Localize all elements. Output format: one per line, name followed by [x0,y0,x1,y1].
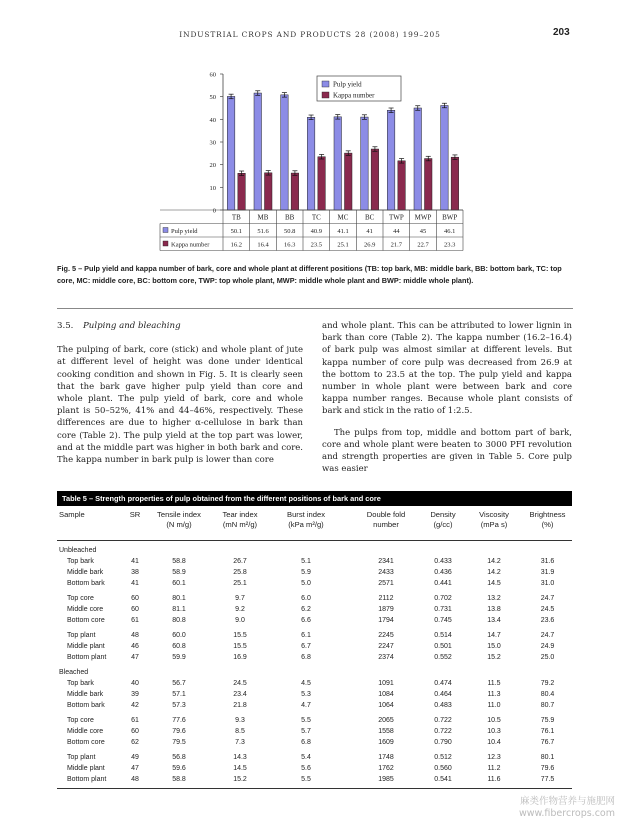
table-cell: 26.7 [233,558,247,565]
column-header [420,510,466,530]
table-cell: 23.6 [540,617,555,624]
column-header [523,510,572,530]
table-cell: 75.9 [540,717,555,724]
table-cell: 58.8 [172,776,186,783]
data-table-value: 50.1 [230,228,243,235]
column-header-line-1: Double fold [366,510,406,519]
table-cell: 24.7 [540,595,555,602]
table-cell: 14.2 [487,569,501,576]
table-cell: 1762 [378,765,394,772]
data-table-value: 26.9 [363,241,376,249]
table-cell: 80.1 [172,595,186,602]
table-cell: 2571 [378,580,394,587]
table-cell: 2065 [378,717,394,724]
table-cell: 62 [131,739,139,746]
table-cell: 58.8 [172,558,186,565]
legend-label: Pulp yield [333,80,362,89]
table-cell: 15.2 [233,776,247,783]
table-cell: 77.6 [172,717,186,724]
table-cell: 0.501 [434,643,452,650]
table-body [57,541,572,789]
table-cell: 4.5 [301,680,311,687]
column-header [353,510,419,530]
table-cell: 42 [131,702,139,709]
table-cell: 15.5 [233,632,247,639]
sample-name: Bottom plant [67,776,107,783]
table-cell: 79.5 [172,739,186,746]
column-header-line-1: Tensile index [157,510,201,519]
data-table-value: 22.7 [417,241,429,249]
sample-name: Top plant [67,754,96,761]
table-cell: 39 [131,691,139,698]
column-header-line-1: Tear index [222,510,258,519]
table-cell: 5.0 [301,580,311,587]
column-header-line-1: Burst index [287,510,325,519]
table-cell: 0.464 [434,691,452,698]
data-table-value: 25.1 [337,241,349,249]
table-cell: 6.7 [301,643,311,650]
sample-name: Top core [67,717,94,724]
table-cell: 5.4 [301,754,311,761]
table-cell: 21.8 [233,702,247,709]
table-cell: 15.0 [487,643,501,650]
sample-name: Top bark [67,680,94,687]
table-row [57,726,572,737]
table-cell: 48 [131,632,139,639]
table-cell: 25.8 [233,569,247,576]
y-tick-label: 30 [209,139,216,147]
table-cell: 5.3 [301,691,311,698]
bar-pulp-yield [387,110,395,210]
bar-pulp-yield [227,96,235,210]
bar-pulp-yield [254,93,262,210]
column-header-line-2: (mN m²/g) [222,520,258,529]
table-cell: 59.6 [172,765,186,772]
table-row [57,737,572,748]
table-cell: 6.2 [301,606,311,613]
table-group-row [57,667,572,678]
table-cell: 6.1 [301,632,311,639]
table-cell: 31.0 [540,580,555,587]
table-cell: 2245 [378,632,394,639]
column-header-line-2: number [373,520,399,529]
table-cell: 0.722 [434,717,452,724]
table-group-row [57,545,572,556]
figure-5-chart [155,64,465,257]
table-cell: 23.4 [233,691,247,698]
table-cell: 0.441 [434,580,452,587]
table-cell: 61 [131,617,139,624]
sample-name: Top plant [67,632,96,639]
table-cell: 16.9 [233,654,247,661]
section-number: 3.5. [57,321,74,331]
table-cell: 1985 [378,776,394,783]
watermark [495,796,615,820]
watermark-line-2: www.fibercrops.com [518,808,615,819]
table-cell: 25.1 [233,580,247,587]
bar-kappa-number [265,173,273,210]
table-cell: 31.6 [540,558,555,565]
table-cell: 0.474 [434,680,452,687]
table-cell: 48 [131,776,139,783]
data-table-value: 16.4 [257,241,269,249]
table-cell: 0.514 [434,632,452,639]
bar-kappa-number [451,157,459,210]
bar-pulp-yield [414,108,422,210]
table-cell: 11.5 [487,680,501,687]
column-header-line-2: (mPa s) [480,520,508,529]
sample-name: Bottom bark [67,702,105,709]
running-head: INDUSTRIAL CROPS AND PRODUCTS 28 (2008) 199–205 [179,30,441,39]
y-tick-label: 60 [209,71,216,79]
table-cell: 5.5 [301,717,311,724]
table-cell: 0.790 [434,739,452,746]
table-cell: 41 [131,580,139,587]
table-cell: 10.5 [487,717,501,724]
y-tick-label: 0 [212,207,216,215]
table-title: Table 5 – Strength properties of pulp obtained from the different positions of bark and core [57,491,572,506]
table-row [57,578,572,589]
table-cell: 0.731 [434,606,452,613]
sample-name: Middle bark [67,569,104,576]
x-category-label: TB [231,213,241,222]
table-row [57,567,572,578]
table-header [57,506,572,541]
bar-kappa-number [398,161,406,210]
table-cell: 13.2 [487,595,501,602]
x-category-label: MWP [414,213,432,222]
x-category-label: MB [257,213,269,222]
table-cell: 2433 [378,569,394,576]
section-heading [57,320,303,332]
section-title: Pulping and bleaching [83,321,181,331]
bar-kappa-number [238,173,246,210]
table-cell: 6.0 [301,595,311,602]
column-header [465,510,523,530]
bar-kappa-number [371,149,379,210]
table-row [57,604,572,615]
table-cell: 38 [131,569,139,576]
bar-pulp-yield [281,95,289,210]
table-cell: 40 [131,680,139,687]
legend-swatch [322,92,329,98]
table-cell: 11.6 [487,776,501,783]
column-header-line-2: (g/cc) [433,520,453,529]
sample-name: Bottom core [67,617,105,624]
table-cell: 11.2 [487,765,501,772]
table-cell: 5.6 [301,765,311,772]
table-cell: 59.9 [172,654,186,661]
table-cell: 14.5 [233,765,247,772]
data-table-value: 16.3 [283,241,296,249]
table-cell: 60 [131,595,139,602]
table-cell: 79.6 [540,765,555,772]
table-cell: 0.722 [434,728,452,735]
table-cell: 10.3 [487,728,501,735]
column-header-line-1: Sample [59,510,85,519]
column-header-line-2: (%) [541,520,554,529]
table-cell: 6.8 [301,739,311,746]
table-cell: 13.4 [487,617,501,624]
bar-chart-svg [155,64,465,257]
right-text-column [322,320,572,475]
data-table-value: 41.1 [337,228,349,235]
table-cell: 49 [131,754,139,761]
data-table-value: 23.3 [443,241,456,249]
bar-pulp-yield [441,106,449,210]
table-cell: 47 [131,654,139,661]
data-table-value: 40.9 [310,228,323,235]
table-cell: 2247 [378,643,394,650]
column-header-line-1: Viscosity [479,510,509,519]
bar-pulp-yield [307,117,315,210]
y-tick-label: 50 [209,94,216,102]
table-cell: 0.512 [434,754,452,761]
table-cell: 1558 [378,728,394,735]
table-cell: 8.5 [235,728,245,735]
group-label: Unbleached [59,547,97,554]
x-category-label: BWP [442,213,458,222]
table-row [57,700,572,711]
sample-name: Middle core [67,728,104,735]
paragraph-right-1: and whole plant. This can be attributed to lower lignin in bark than core (Table 2). The kappa number (16.2–16.4) of bark pulp was almost similar at different levels. But kappa number of core pulp was decreased from 26.9 at the bottom to 23.5 at the top. The pulp yield and kappa number in whole plant were between bark and core kappa number ranges. Because whole plant consists of bark and stick in the ratio of 1:2.5. [322,321,572,417]
sample-name: Bottom plant [67,654,107,661]
table-row [57,630,572,641]
table-cell: 1748 [378,754,394,761]
table-cell: 0.552 [434,654,452,661]
table-cell: 9.0 [235,617,245,624]
table-cell: 1091 [378,680,394,687]
table-cell: 5.7 [301,728,311,735]
table-cell: 1609 [378,739,394,746]
table-cell: 81.1 [172,606,186,613]
table-cell: 41 [131,558,139,565]
bar-kappa-number [318,157,326,210]
column-header-line-2: (kPa m²/g) [288,520,324,529]
table-cell: 79.2 [540,680,555,687]
table-row [57,678,572,689]
data-table-value: 45 [419,228,427,235]
column-header [207,510,273,530]
table-cell: 4.7 [301,702,311,709]
table-cell: 11.3 [487,691,501,698]
table-cell: 0.702 [434,595,452,602]
table-cell: 60.8 [172,643,186,650]
legend-label: Kappa number [333,91,375,100]
table-cell: 7.3 [235,739,245,746]
table-cell: 9.2 [235,606,245,613]
table-row [57,763,572,774]
legend-swatch [322,81,329,87]
column-header-line-1: Brightness [529,510,566,519]
data-table-value: 16.2 [230,241,243,249]
data-table-value: 46.1 [443,228,456,235]
table-row [57,715,572,726]
table-cell: 0.541 [434,776,452,783]
y-tick-label: 20 [209,162,216,170]
table-cell: 11.0 [487,702,501,709]
data-table-series-label: Pulp yield [171,228,198,235]
data-table-value: 50.8 [283,228,296,235]
table-cell: 0.560 [434,765,452,772]
table-cell: 24.7 [540,632,555,639]
sample-name: Middle bark [67,691,104,698]
x-category-label: MC [337,213,349,222]
table-cell: 6.8 [301,654,311,661]
data-table-value: 23.5 [310,241,323,249]
table-cell: 2374 [378,654,394,661]
table-cell: 5.5 [301,776,311,783]
table-cell: 2112 [378,595,394,602]
table-row [57,593,572,604]
x-category-label: TC [311,213,321,222]
column-header-line-1: SR [129,510,141,519]
data-table-series-label: Kappa number [171,241,210,249]
table-cell: 6.6 [301,617,311,624]
table-cell: 5.1 [301,558,311,565]
table-cell: 13.8 [487,606,501,613]
sample-name: Bottom core [67,739,105,746]
sample-name: Middle plant [67,765,105,772]
figure-caption: Fig. 5 – Pulp yield and kappa number of bark, core and whole plant at different positions (TB: top bark, MB: middle bark, BB: bottom bark, TC: top core, MC: middle core, BC: bottom core, TWP: top whole plant, MWP: middle whole plant and BWP: middle whole plant). [57,264,562,286]
table-cell: 76.7 [540,739,555,746]
data-table-swatch [163,241,168,246]
table-cell: 56.8 [172,754,186,761]
page-number: 203 [553,27,570,38]
table-row [57,615,572,626]
column-header [123,510,147,520]
column-header [273,510,339,530]
table-row [57,689,572,700]
table-cell: 15.2 [487,654,501,661]
x-category-label: BB [284,213,295,222]
bar-kappa-number [345,153,353,210]
table-row [57,556,572,567]
table-cell: 2341 [378,558,394,565]
table-cell: 80.8 [172,617,186,624]
table-cell: 60.0 [172,632,186,639]
column-header [59,510,123,520]
table-cell: 15.5 [233,643,247,650]
paragraph-right-2: The pulps from top, middle and bottom part of bark, core and whole plant were beaten to 3000 PFI revolution and strength properties are given in Table 5. Core pulp was easier [322,427,572,475]
y-tick-label: 40 [209,116,216,124]
table-cell: 0.483 [434,702,452,709]
table-bottom-rule [57,788,572,789]
group-label: Bleached [59,669,89,676]
x-category-label: BC [364,213,375,222]
table-cell: 60 [131,606,139,613]
bar-pulp-yield [334,117,342,210]
table-cell: 61 [131,717,139,724]
y-tick-label: 10 [209,184,216,192]
table-row [57,641,572,652]
table-cell: 9.7 [235,595,245,602]
table-cell: 0.436 [434,569,452,576]
bar-pulp-yield [361,117,369,210]
caption-divider [57,308,573,309]
table-cell: 25.0 [540,654,555,661]
sample-name: Bottom bark [67,580,105,587]
table-cell: 14.5 [487,580,501,587]
table-cell: 0.745 [434,617,452,624]
table-row [57,774,572,785]
data-table-value: 41 [366,228,373,235]
table-cell: 1794 [378,617,394,624]
table-cell: 24.5 [233,680,247,687]
table-cell: 57.1 [172,691,186,698]
table-cell: 80.4 [540,691,555,698]
bar-kappa-number [291,173,299,210]
column-header [151,510,207,530]
column-header-line-2: (N m/g) [166,520,192,529]
data-table-swatch [163,228,168,233]
table-cell: 9.3 [235,717,245,724]
table-cell: 56.7 [172,680,186,687]
table-cell: 5.9 [301,569,311,576]
table-cell: 1084 [378,691,394,698]
watermark-line-1: 麻类作物营养与施肥网 [519,796,615,807]
table-cell: 1064 [378,702,394,709]
table-cell: 79.6 [172,728,186,735]
table-row [57,752,572,763]
table-cell: 24.9 [540,643,555,650]
table-cell: 1879 [378,606,394,613]
data-table-value: 44 [393,228,400,235]
table-cell: 80.1 [540,754,555,761]
paragraph-left: The pulping of bark, core (stick) and whole plant of jute at different level of height was done under identical cooking condition and shown in Fig. 5. It is clearly seen that the bark gave higher pulp yield than core and whole plant. The pulp yield of bark, core and whole plant is 50–52%, 41% and 44–46%, respectively. These differences are due to higher α-cellulose in bark than core (Table 2). The pulp yield at the top part was lower, and at the middle part was higher in both bark and core. The kappa number in bark pulp is lower than core [57,345,303,466]
sample-name: Middle core [67,606,104,613]
table-cell: 12.3 [487,754,501,761]
table-cell: 0.433 [434,558,452,565]
data-table-value: 51.6 [257,228,269,235]
table-cell: 57.3 [172,702,186,709]
table-cell: 14.3 [233,754,247,761]
table-row [57,652,572,663]
table-cell: 60 [131,728,139,735]
sample-name: Middle plant [67,643,105,650]
sample-name: Top core [67,595,94,602]
column-header-line-1: Density [430,510,456,519]
sample-name: Top bark [67,558,94,565]
table-cell: 31.9 [540,569,555,576]
table-cell: 46 [131,643,139,650]
data-table-value: 21.7 [390,241,403,249]
x-category-label: TWP [388,213,404,222]
table-cell: 76.1 [540,728,555,735]
table-cell: 60.1 [172,580,186,587]
bar-kappa-number [425,159,433,210]
table-cell: 24.5 [540,606,555,613]
table-cell: 10.4 [487,739,501,746]
table-cell: 14.2 [487,558,501,565]
left-text-column [57,320,303,466]
table-5 [57,491,572,789]
table-cell: 47 [131,765,139,772]
table-cell: 14.7 [487,632,501,639]
table-cell: 80.7 [540,702,555,709]
table-cell: 58.9 [172,569,186,576]
table-cell: 77.5 [540,776,555,783]
